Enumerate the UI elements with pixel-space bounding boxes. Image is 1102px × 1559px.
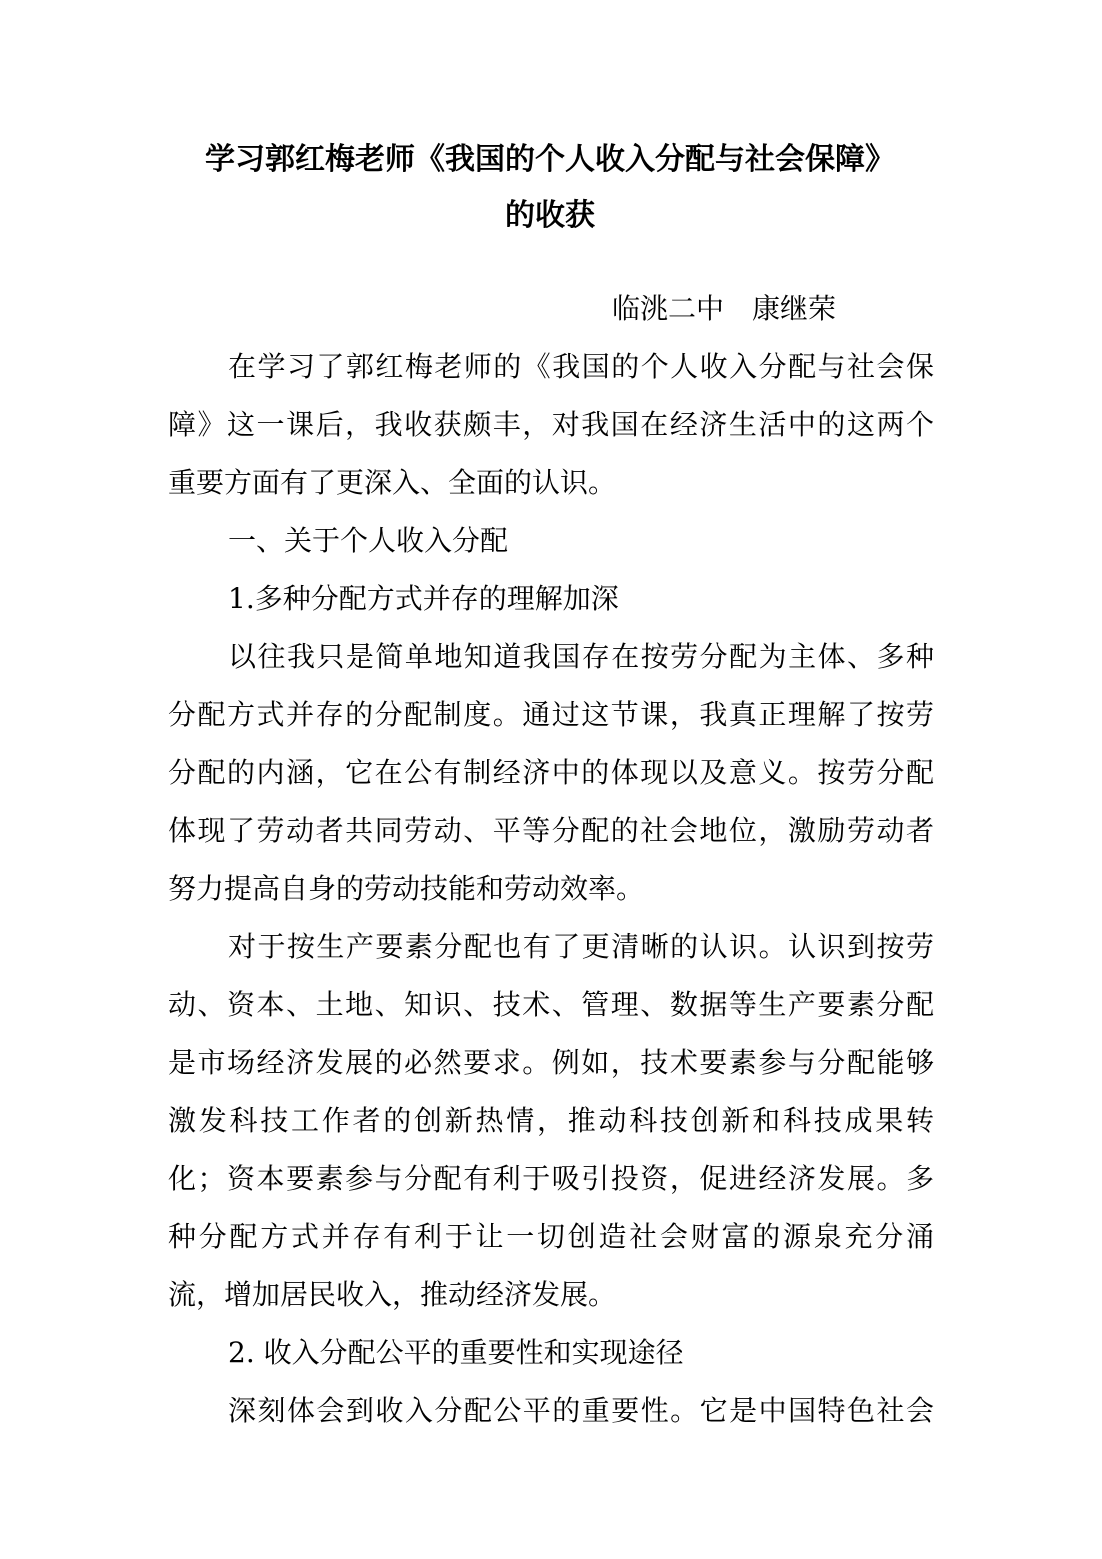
section-heading: 一、关于个人收入分配 [228, 524, 509, 557]
document-body [168, 338, 934, 1440]
paragraph-line: 以往我只是简单地知道我国存在按劳分配为主体、多种 [228, 640, 934, 673]
paragraph-line: 努力提高自身的劳动技能和劳动效率。 [168, 872, 645, 905]
document-title-line-2: 的收获 [505, 198, 595, 233]
paragraph-line: 流，增加居民收入，推动经济发展。 [168, 1278, 617, 1311]
author-line: 临洮二中 康继荣 [612, 292, 837, 325]
paragraph-line: 对于按生产要素分配也有了更清晰的认识。认识到按劳 [228, 930, 934, 963]
paragraph-line: 重要方面有了更深入、全面的认识。 [168, 466, 617, 499]
paragraph-line: 体现了劳动者共同劳动、平等分配的社会地位，激励劳动者 [168, 814, 934, 847]
paragraph-line: 激发科技工作者的创新热情，推动科技创新和科技成果转 [168, 1104, 934, 1137]
paragraph-line: 深刻体会到收入分配公平的重要性。它是中国特色社会 [228, 1394, 934, 1427]
paragraph-line: 分配方式并存的分配制度。通过这节课，我真正理解了按劳 [168, 698, 934, 731]
paragraph-line: 分配的内涵，它在公有制经济中的体现以及意义。按劳分配 [168, 756, 934, 789]
paragraph-line: 化；资本要素参与分配有利于吸引投资，促进经济发展。多 [168, 1162, 934, 1195]
document-title-line-1: 学习郭红梅老师《我国的个人收入分配与社会保障》 [205, 142, 895, 177]
paragraph-line: 种分配方式并存有利于让一切创造社会财富的源泉充分涌 [168, 1220, 934, 1253]
paragraph-line: 障》这一课后，我收获颇丰，对我国在经济生活中的这两个 [168, 408, 934, 441]
subsection-heading: 2. 收入分配公平的重要性和实现途径 [228, 1336, 684, 1369]
paragraph-line: 是市场经济发展的必然要求。例如，技术要素参与分配能够 [168, 1046, 934, 1079]
subsection-heading: 1.多种分配方式并存的理解加深 [228, 582, 619, 615]
paragraph-line: 动、资本、土地、知识、技术、管理、数据等生产要素分配 [168, 988, 934, 1021]
paragraph-line: 在学习了郭红梅老师的《我国的个人收入分配与社会保 [228, 350, 934, 383]
